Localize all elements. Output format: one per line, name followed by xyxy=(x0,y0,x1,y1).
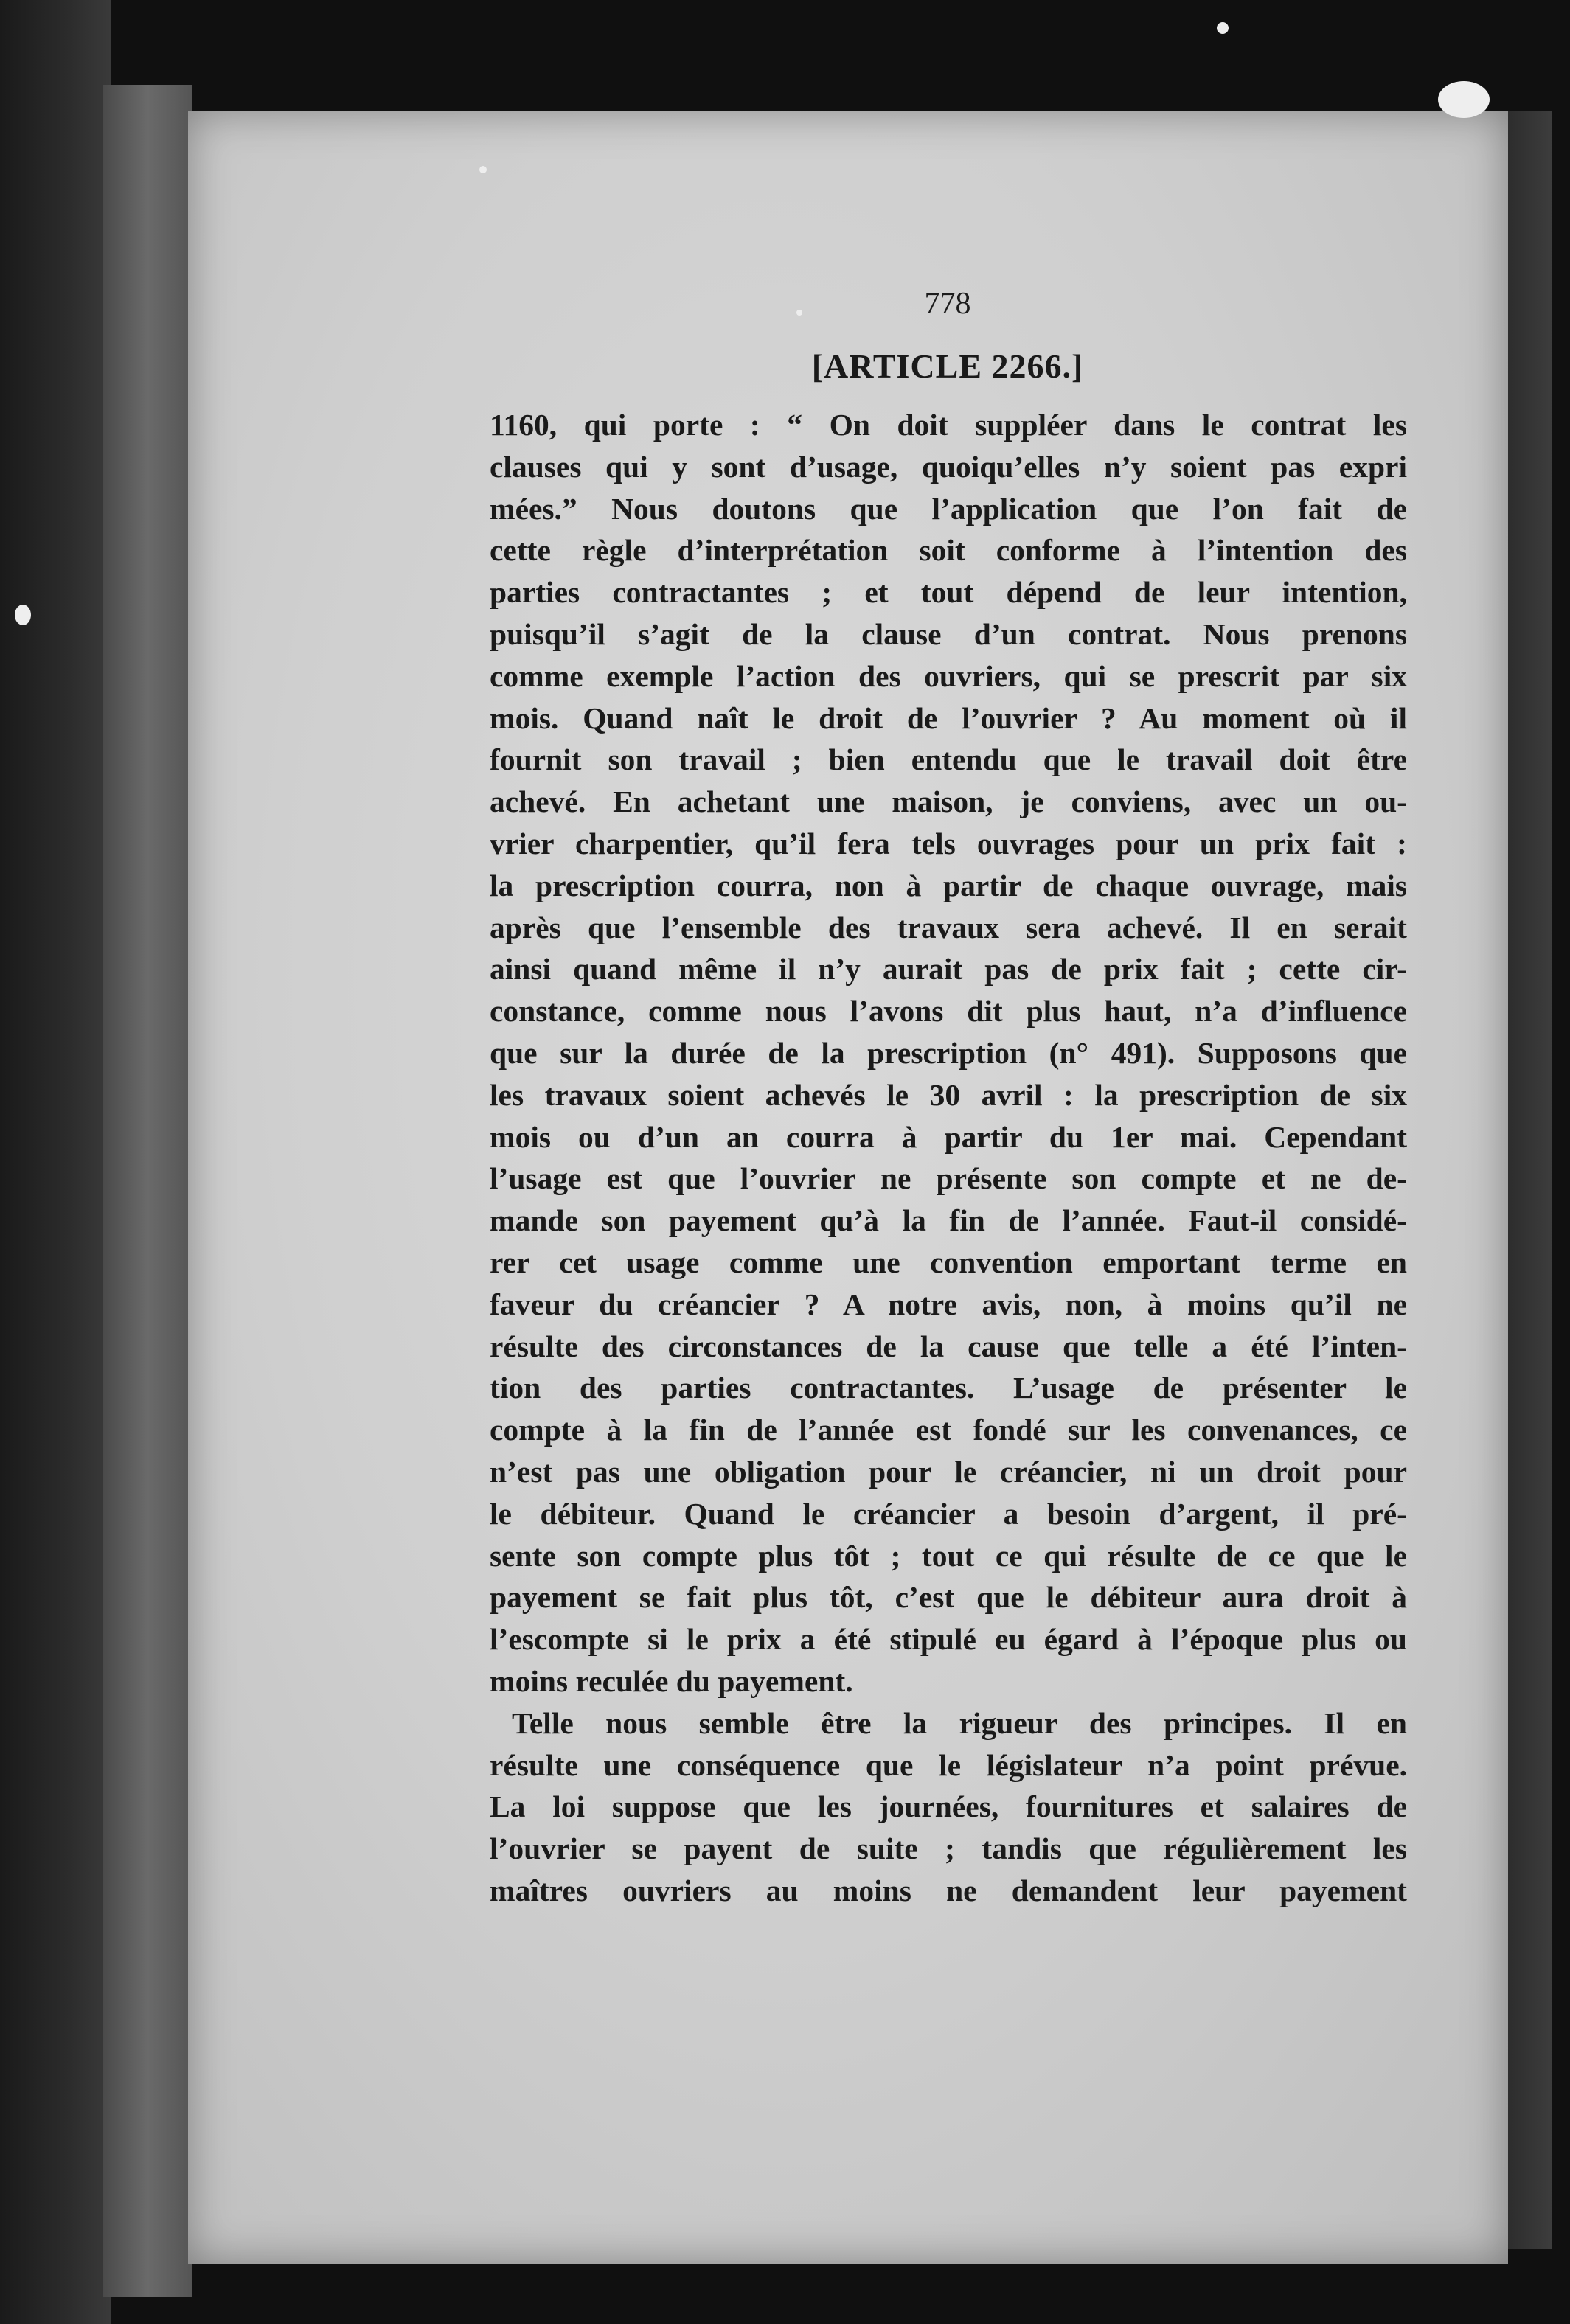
dust-speck xyxy=(1217,22,1229,34)
text-line: Telle nous semble être la rigueur des principes. Il en xyxy=(512,1705,1407,1740)
text-line: 1160, qui porte : “ On doit suppléer dans le contrat les xyxy=(490,408,1407,442)
text-line: l’ouvrier se payent de suite ; tandis que régulièrement les xyxy=(490,1831,1407,1866)
text-line: La loi suppose que les journées, fournitures et salaires de xyxy=(490,1789,1407,1824)
text-line: rer cet usage comme une convention emportant terme en xyxy=(490,1245,1407,1279)
text-line: mois ou d’un an courra à partir du 1er mai. Cependant xyxy=(490,1119,1407,1154)
article-heading: [ARTICLE 2266.] xyxy=(811,347,1084,385)
text-line: cette règle d’interprétation soit conforme à l’intention des xyxy=(490,533,1407,568)
text-line: payement se fait plus tôt, c’est que le débiteur aura droit à xyxy=(490,1580,1407,1615)
dust-speck xyxy=(15,605,31,625)
text-line: mois. Quand naît le droit de l’ouvrier ? Au moment où il xyxy=(490,700,1407,735)
text-line: moins reculée du payement. xyxy=(490,1663,853,1698)
text-line: faveur du créancier ? A notre avis, non, à moins qu’il ne xyxy=(490,1287,1407,1321)
text-line: puisqu’il s’agit de la clause d’un contrat. Nous prenons xyxy=(490,616,1407,651)
text-line: résulte une conséquence que le législateur n’a point prévue. xyxy=(490,1747,1407,1782)
text-line: sente son compte plus tôt ; tout ce qui résulte de ce que le xyxy=(490,1538,1407,1573)
text-line: le débiteur. Quand le créancier a besoin d’argent, il pré- xyxy=(490,1496,1407,1531)
text-line: clauses qui y sont d’usage, quoiqu’elles n’y soient pas expri xyxy=(490,449,1407,484)
dust-speck xyxy=(479,166,487,173)
dust-speck xyxy=(1438,81,1490,118)
text-line: la prescription courra, non à partir de chaque ouvrage, mais xyxy=(490,868,1407,902)
text-line: l’usage est que l’ouvrier ne présente son compte et ne de- xyxy=(490,1161,1407,1196)
text-line: fournit son travail ; bien entendu que le travail doit être xyxy=(490,742,1407,777)
text-line: résulte des circonstances de la cause que telle a été l’inten- xyxy=(490,1329,1407,1363)
text-line: maîtres ouvriers au moins ne demandent leur payement xyxy=(490,1873,1407,1907)
text-line: achevé. En achetant une maison, je conviens, avec un ou- xyxy=(490,784,1407,819)
text-line: tion des parties contractantes. L’usage de présenter le xyxy=(490,1371,1407,1405)
text-line: parties contractantes ; et tout dépend de leur intention, xyxy=(490,575,1407,610)
text-line: mande son payement qu’à la fin de l’année. Faut-il considé- xyxy=(490,1203,1407,1238)
text-line: ainsi quand même il n’y aurait pas de prix fait ; cette cir- xyxy=(490,952,1407,987)
text-line: mées.” Nous doutons que l’application que l’on fait de xyxy=(490,491,1407,526)
text-line: l’escompte si le prix a été stipulé eu égard à l’époque plus ou xyxy=(490,1622,1407,1657)
text-line: constance, comme nous l’avons dit plus haut, n’a d’influence xyxy=(490,994,1407,1029)
right-scan-border xyxy=(1501,111,1552,2249)
text-line: comme exemple l’action des ouvriers, qui se prescrit par six xyxy=(490,658,1407,693)
body-text xyxy=(490,404,1407,1912)
text-line: les travaux soient achevés le 30 avril : la prescription de six xyxy=(490,1077,1407,1112)
left-binding-strip xyxy=(103,85,192,2297)
text-line: vrier charpentier, qu’il fera tels ouvrages pour un prix fait : xyxy=(490,826,1407,860)
text-line: compte à la fin de l’année est fondé sur les convenances, ce xyxy=(490,1413,1407,1447)
text-line: n’est pas une obligation pour le créancier, ni un droit pour xyxy=(490,1454,1407,1489)
page-number: 778 xyxy=(924,287,971,321)
text-line: que sur la durée de la prescription (n° 491). Supposons que xyxy=(490,1035,1407,1070)
text-line: après que l’ensemble des travaux sera achevé. Il en serait xyxy=(490,910,1407,944)
